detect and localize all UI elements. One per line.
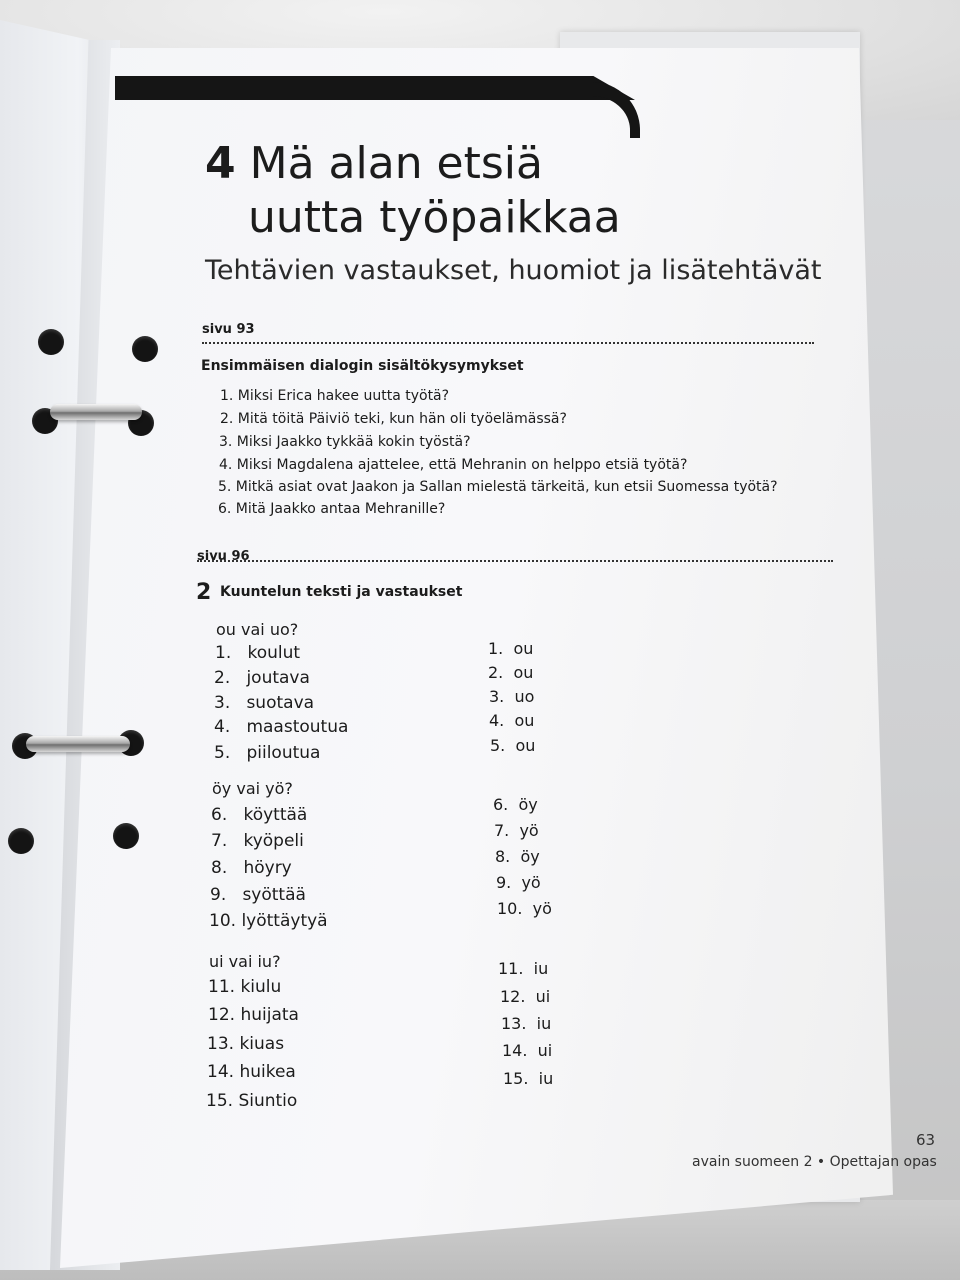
footer-page-number: 63 xyxy=(916,1131,936,1149)
exercise-heading: Kuuntelun teksti ja vastaukset xyxy=(220,584,463,600)
binder-hole xyxy=(113,823,139,849)
answer-item: 9. yö xyxy=(496,873,541,892)
answer-item: 15. iu xyxy=(503,1069,554,1088)
exercise-number: 2 xyxy=(196,580,212,605)
chapter-subtitle: Tehtävien vastaukset, huomiot ja lisätehtävät xyxy=(205,255,822,286)
word-item: 5. piiloutua xyxy=(214,743,321,763)
section2-page-label: sivu 96 xyxy=(197,549,250,564)
chapter-title-line1 xyxy=(205,138,543,190)
answer-item: 12. ui xyxy=(500,987,551,1006)
answer-item: 3. uo xyxy=(489,687,535,706)
word-item: 12. huijata xyxy=(208,1005,299,1025)
binder-ring xyxy=(50,404,142,420)
word-item: 9. syöttää xyxy=(210,885,306,905)
answer-item: 4. ou xyxy=(489,711,535,730)
answer-item: 6. öy xyxy=(493,795,538,814)
word-item: 11. kiulu xyxy=(208,977,282,997)
section2-divider xyxy=(197,560,833,562)
binder-hole xyxy=(132,336,158,362)
question-item: 3. Miksi Jaakko tykkää kokin työstä? xyxy=(219,434,471,450)
group-label: ou vai uo? xyxy=(216,620,299,639)
word-item: 14. huikea xyxy=(207,1062,296,1082)
chapter-title-text: Mä alan etsiä xyxy=(249,138,543,189)
answer-item: 11. iu xyxy=(498,959,549,978)
group-label: ui vai iu? xyxy=(209,952,281,971)
chapter-number: 4 xyxy=(205,138,236,189)
word-item: 3. suotava xyxy=(214,693,315,713)
answer-item: 13. iu xyxy=(501,1014,552,1033)
chapter-title-line2: uutta työpaikkaa xyxy=(248,192,621,243)
word-item: 7. kyöpeli xyxy=(211,831,304,851)
answer-item: 5. ou xyxy=(490,736,536,755)
binder-hole xyxy=(38,329,64,355)
binder-hole xyxy=(8,828,34,854)
word-item: 4. maastoutua xyxy=(214,717,349,737)
question-item: 2. Mitä töitä Päiviö teki, kun hän oli työelämässä? xyxy=(220,411,567,427)
question-item: 4. Miksi Magdalena ajattelee, että Mehranin on helppo etsiä työtä? xyxy=(219,457,688,473)
answer-item: 2. ou xyxy=(488,663,534,682)
word-item: 6. köyttää xyxy=(211,805,308,825)
answer-item: 1. ou xyxy=(488,639,534,658)
answer-item: 7. yö xyxy=(494,821,539,840)
question-item: 1. Miksi Erica hakee uutta työtä? xyxy=(220,388,450,404)
question-item: 5. Mitkä asiat ovat Jaakon ja Sallan mielestä tärkeitä, kun etsii Suomessa työtä? xyxy=(218,479,778,495)
binder-ring xyxy=(26,736,130,752)
section1-heading: Ensimmäisen dialogin sisältökysymykset xyxy=(201,358,524,374)
group-label: öy vai yö? xyxy=(212,779,293,798)
word-item: 8. höyry xyxy=(211,858,292,878)
answer-item: 10. yö xyxy=(497,899,552,918)
word-item: 10. lyöttäytyä xyxy=(209,911,328,931)
header-bar xyxy=(115,76,635,100)
answer-item: 14. ui xyxy=(502,1041,553,1060)
word-item: 1. koulut xyxy=(215,643,301,663)
section1-page-label: sivu 93 xyxy=(202,322,255,337)
word-item: 2. joutava xyxy=(214,668,310,688)
question-item: 6. Mitä Jaakko antaa Mehranille? xyxy=(218,501,446,517)
footer-book-title: avain suomeen 2 • Opettajan opas xyxy=(692,1154,937,1170)
word-item: 13. kiuas xyxy=(207,1034,285,1054)
answer-item: 8. öy xyxy=(495,847,540,866)
section1-divider xyxy=(202,342,814,344)
word-item: 15. Siuntio xyxy=(206,1091,298,1111)
